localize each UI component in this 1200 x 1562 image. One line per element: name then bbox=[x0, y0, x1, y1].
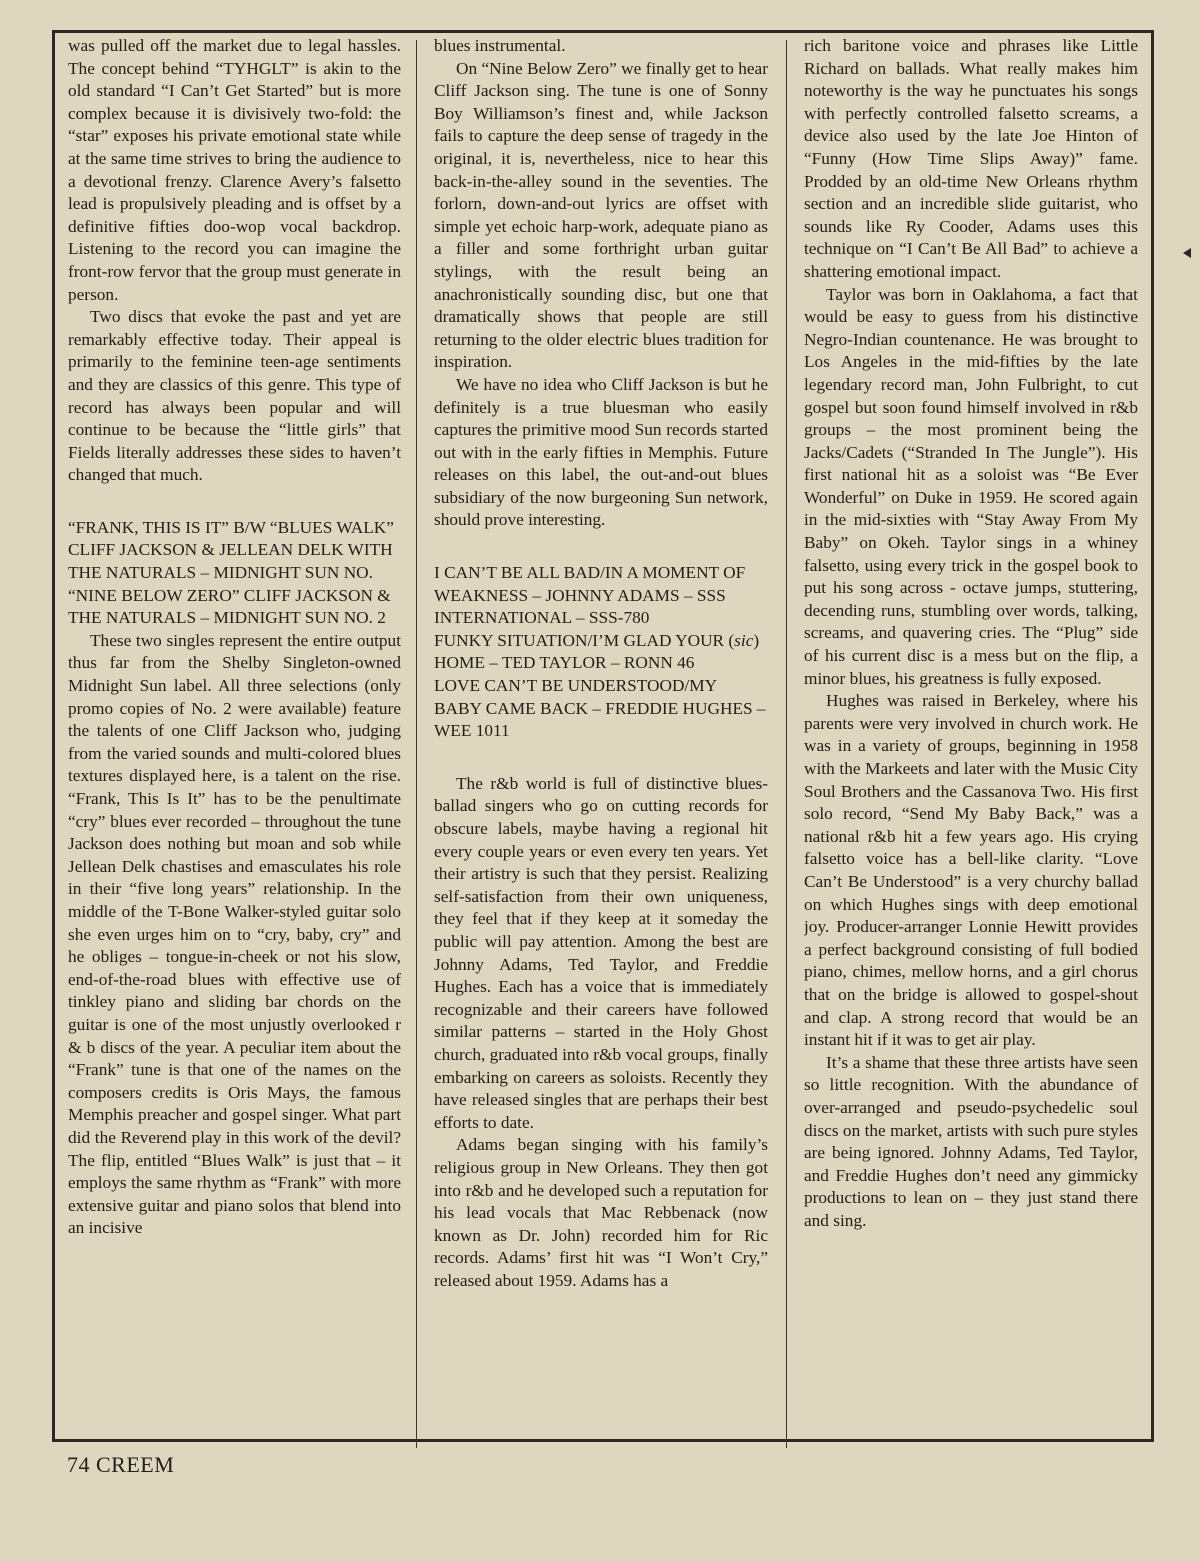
paragraph: blues instrumental. bbox=[434, 36, 566, 55]
page-number-label: 74 CREEM bbox=[67, 1452, 175, 1477]
paragraph: Two discs that evoke the past and yet are remarkably effective today. Their appeal is primarily to the feminine teen-age sentiments and they are classics of this genre. This type of record has always been popular and will continue to be because the “little girls” that Fields literally addresses these sides to haven’t changed that much. bbox=[68, 307, 401, 485]
paragraph: Hughes was raised in Berkeley, where his parents were very involved in church work. He was in a variety of groups, beginning in 1958 with the Markeets and later with the Music City Soul Brothers and the Cassanova Two. His first solo record, “Send My Baby Back,” was a national r&b hit a few years ago. His crying falsetto voice has a bell-like clarity. “Love Can’t Be Understood” is a very churchy ballad on which Hughes sings with deep emotional joy. Producer-arranger Lonnie Hewitt provides a perfect background consisting of full bodied piano, chimes, mellow horns, and a girl chorus that on the bridge is allowed to gospel-shout and clap. A strong record that would be an instant hit if it was to get air play. bbox=[804, 691, 1138, 1050]
paragraph: rich baritone voice and phrases like Little Richard on ballads. What really makes him noteworthy is the way he punctuates his songs with perfectly controlled falsetto screams, a device also used by the late Joe Hinton of “Funny (How Time Slips Away)” fame. Prodded by an old-time New Orleans rhythm section and an incredible slide guitarist, who sounds like Ry Cooder, Adams uses this technique on “I Can’t Be All Bad” to achieve a shattering emotional impact. bbox=[804, 36, 1138, 281]
review-heading: I CAN’T BE ALL BAD/IN A MOMENT OF WEAKNESS – JOHNNY ADAMS – SSS INTERNATIONAL – SSS-780 bbox=[434, 563, 746, 628]
review-heading: “FRANK, THIS IS IT” B/W “BLUES WALK” CLIFF JACKSON & JELLEAN DELK WITH THE NATURALS – MIDNIGHT SUN NO. bbox=[68, 517, 394, 583]
paragraph: was pulled off the market due to legal hassles. The concept behind “TYHGLT” is akin to the old standard “I Can’t Get Started” but is more complex because it is divisively two-fold: the “star” exposes his private emotional state while at the same time strives to bring the audience to a devotional frenzy. Clarence Avery’s falsetto lead is propulsively pleading and is offset by a definitive fifties doo-wop vocal backdrop. Listening to the record you can imagine the front-row fervor that the group must generate in person. bbox=[68, 36, 401, 304]
paragraph: Taylor was born in Oaklahoma, a fact that would be easy to guess from his distinctive Negro-Indian countenance. He was brought to Los Angeles in the mid-fifties by the late legendary record man, John Fulbright, to cut gospel but soon found himself involved in r&b groups – the most prominent being the Jacks/Cadets (“Stranded In The Jungle”). His first national hit as a soloist was “Be Ever Wonderful” on Duke in 1959. He scored again in the mid-sixties with “Stay Away From My Baby” on Okeh. Taylor sings in a whiney falsetto, using every trick in the gospel book to put his song across - octave jumps, stuttering, decending runs, stumbling over words, talking, screams, and quavering cries. The “Plug” side of his current disc is a mess but on the flip, a minor blues, his greatness is fully exposed. bbox=[804, 284, 1138, 688]
paragraph: Adams began singing with his family’s religious group in New Orleans. They then got into r&b and he developed such a reputation for his lead vocals that Mac Rebbenack (now known as Dr. John) recorded him for Ric records. Adams’ first hit was “I Won’t Cry,” released about 1959. Adams has a bbox=[434, 1135, 768, 1290]
paragraph: The r&b world is full of distinctive blues-ballad singers who go on cutting records for obscure labels, maybe having a regional hit every couple years or even every ten years. Yet their artistry is such that they persist. Realizing self-satisfaction from their own uniqueness, they feel that if they keep at it someday the public will pay attention. Among the best are Johnny Adams, Ted Taylor, and Freddie Hughes. Each has a voice that is immediately recognizable and their careers have followed similar patterns – started in the Holy Ghost church, graduated into r&b vocal groups, finally embarking on careers as soloists. Recently they have released singles that are perhaps their best efforts to date. bbox=[434, 773, 768, 1132]
column-divider bbox=[786, 40, 787, 1448]
article-column-2 bbox=[434, 35, 768, 1460]
review-heading: FUNKY SITUATION/I’M GLAD YOUR (sic) HOME – TED TAYLOR – RONN 46 bbox=[434, 630, 760, 673]
paragraph: It’s a shame that these three artists have seen so little recognition. With the abundance of over-arranged and pseudo-psychedelic soul discs on the market, artists with such pure styles are being ignored. Johnny Adams, Ted Taylor, and Freddie Hughes don’t need any gimmicky productions to lean on – they just stand there and sing. bbox=[804, 1052, 1138, 1230]
article-column-1 bbox=[68, 35, 401, 1460]
review-heading: LOVE CAN’T BE UNDERSTOOD/MY BABY CAME BACK – FREDDIE HUGHES – WEE 1011 bbox=[434, 676, 766, 741]
column-divider bbox=[416, 40, 417, 1448]
paragraph: On “Nine Below Zero” we finally get to hear Cliff Jackson sing. The tune is one of Sonny Boy Williamson’s finest and, while Jackson fails to capture the deep sense of tragedy in the original, it is, nevertheless, nice to hear this back-in-the-alley sound in the seventies. The forlorn, down-and-out lyrics are offset with simple yet echoic harp-work, adequate piano as a filler and some forthright urban guitar stylings, with the result being an anachronistically sounding disc, but one that dramatically shows that people are still returning to the older electric blues tradition for inspiration. bbox=[434, 58, 768, 372]
paragraph: We have no idea who Cliff Jackson is but he definitely is a true bluesman who easily captures the primitive mood Sun records started out with in the early fifties in Memphis. Future releases on this label, the out-and-out blues subsidiary of the now burgeoning Sun network, should prove interesting. bbox=[434, 374, 768, 530]
article-column-3 bbox=[804, 35, 1138, 1460]
review-heading: “NINE BELOW ZERO” CLIFF JACKSON & THE NATURALS – MIDNIGHT SUN NO. 2 bbox=[68, 585, 391, 628]
paragraph: These two singles represent the entire output thus far from the Shelby Singleton-owned Midnight Sun label. All three selections (only promo copies of No. 2 were available) feature the talents of one Cliff Jackson who, judging from the varied sounds and multi-colored blues textures displayed here, is a talent on the rise. “Frank, This Is It” has to be the penultimate “cry” blues ever recorded – throughout the tune Jackson does nothing but moan and sob while Jellean Delk chastises and emasculates his role in their “five long years” relationship. In the middle of the T-Bone Walker-styled guitar solo she even urges him on to “cry, baby, cry” and he obliges – tongue-in-cheek or not his slow, end-of-the-road blues with effective use of tinkley piano and sliding bar chords on the guitar is one of the most unjustly overlooked r & b discs of the year. A peculiar item about the “Frank” tune is that one of the names on the composers credits is Oris Mays, the famous Memphis preacher and gospel singer. What part did the Reverend play in this work of the devil? The flip, entitled “Blues Walk” is just that – it employs the same rhythm as “Frank” with more extensive guitar and piano solos that blend into an incisive bbox=[68, 630, 401, 1238]
margin-arrow-icon bbox=[1183, 248, 1191, 258]
